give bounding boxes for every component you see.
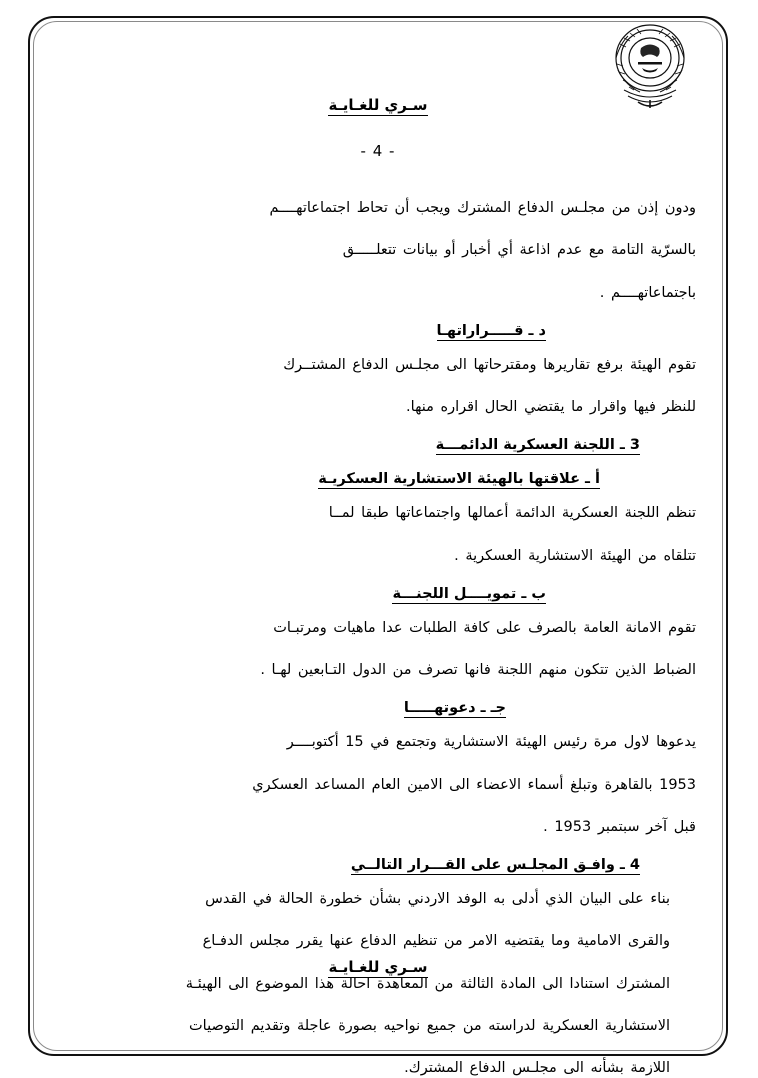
paragraph-block-4: [60, 614, 696, 685]
classification-footer-text: سـري للغـايـة: [328, 958, 428, 976]
classification-footer: [60, 958, 696, 978]
paragraph-4-line-2: الضباط الذين تتكون منهم اللجنة فانها تصرف من الدول التـابعين لهـا .: [260, 662, 696, 679]
paragraph-block-6: [60, 885, 696, 1078]
heading-section-b-text: ب ـ تمويــــل اللجنـــة: [392, 585, 546, 602]
paragraph-block-3: [60, 499, 696, 570]
heading-section-4-text: 4 ـ وافـق المجلـس على القـــرار التالــي: [350, 857, 640, 874]
heading-section-a-text: أ ـ علاقتها بالهيئة الاستشارية العسكريـة: [318, 471, 600, 488]
paragraph-1-line-1: ودون إذن من مجلـس الدفاع المشترك ويجب أن تحاط اجتماعاتهــــم: [269, 200, 696, 216]
classification-header-text: سـري للغـايـة: [328, 96, 428, 114]
paragraph-5-line-2: 1953 بالقاهرة وتبلغ أسماء الاعضاء الى الامين العام المساعد العسكري: [252, 776, 696, 793]
document-content: [60, 96, 696, 1077]
paragraph-5-line-3: قبل آخر سبتمبر 1953 .: [543, 818, 696, 835]
paragraph-block-5: [60, 728, 696, 841]
classification-header: [60, 96, 696, 116]
paragraph-4-line-1: تقوم الامانة العامة بالصرف على كافة الطلبات عدا ماهيات ومرتبـات: [273, 619, 696, 636]
page-number: - 4 -: [360, 142, 396, 160]
paragraph-6-line-4: الاستشارية العسكرية لدراسته من جميع نواحيه بصورة عاجلة وتقديم التوصيات: [189, 1017, 670, 1034]
paragraph-1-line-3: باجتماعاتهــــم .: [599, 284, 696, 301]
heading-section-c: [60, 700, 696, 718]
paragraph-5-line-1: يدعوها لاول مرة رئيس الهيئة الاستشارية وتجتمع في 15 أكتوبــــر: [286, 734, 696, 751]
paragraph-block-1: [60, 194, 696, 307]
heading-section-4: [60, 857, 696, 875]
paragraph-1-line-2: بالسرّية التامة مع عدم اذاعة أي أخبار أو بيانات تتعلـــــق: [342, 242, 696, 259]
paragraph-6-line-5: اللازمة بشأنه الى مجلـس الدفاع المشترك.: [404, 1060, 670, 1077]
heading-section-b: [60, 586, 696, 604]
heading-section-d-text: د ـ قـــــراراتهـا: [436, 322, 546, 339]
paragraph-6-line-1: بناء على البيان الذي أدلى به الوفد الاردني بشأن خطورة الحالة في القدس: [205, 891, 670, 908]
heading-section-c-text: جـ ـ دعوتهـــــا: [403, 700, 506, 717]
heading-section-3-text: 3 ـ اللجنة العسكرية الدائمـــة: [435, 437, 640, 454]
heading-section-d: [60, 323, 696, 341]
paragraph-6-line-3: المشترك استنادا الى المادة الثالثة من المعاهدة احالة هذا الموضوع الى الهيئـة: [185, 975, 670, 992]
paragraph-3-line-2: تتلقاه من الهيئة الاستشارية العسكرية .: [454, 547, 696, 564]
heading-section-3: [60, 437, 696, 455]
paragraph-6-line-2: والقرى الامامية وما يقتضيه الامر من تنظيم الدفاع عنها يقرر مجلس الدفـاع: [202, 933, 670, 950]
paragraph-2-line-2: للنظر فيها واقرار ما يقتضي الحال اقراره منها.: [406, 399, 696, 416]
paragraph-block-2: [60, 351, 696, 422]
heading-section-a: [60, 471, 696, 489]
paragraph-3-line-1: تنظم اللجنة العسكرية الدائمة أعمالها واجتماعاتها طبقا لمــا: [328, 505, 696, 522]
paragraph-2-line-1: تقوم الهيئة برفع تقاريرها ومقترحاتها الى مجلـس الدفاع المشتــرك: [283, 356, 696, 373]
